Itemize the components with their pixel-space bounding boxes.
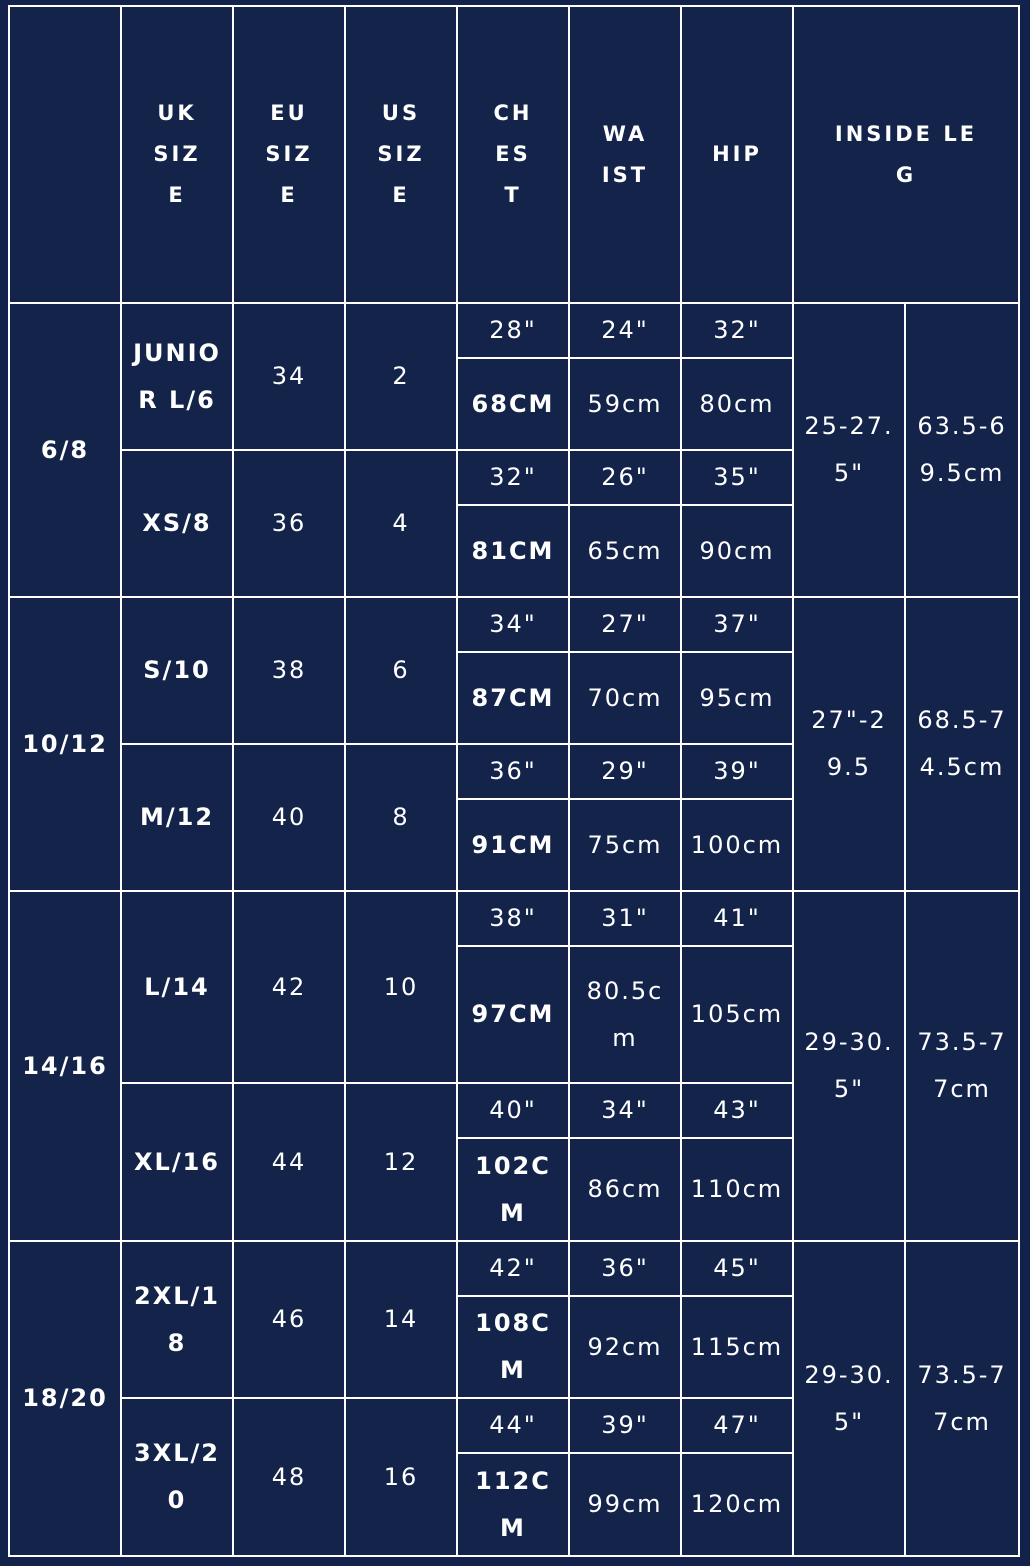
group-size: 14/16 [9, 891, 121, 1241]
uk-size-cell: JUNIOR L/6 [121, 303, 233, 450]
uk-size-cell: XS/8 [121, 450, 233, 597]
table-row [9, 1241, 1019, 1296]
waist-inches-cell: 39" [569, 1398, 681, 1453]
hip-cm-cell: 90cm [681, 505, 793, 597]
uk-size-cell: XL/16 [121, 1083, 233, 1241]
inside-leg-cm-cell: 63.5-69.5cm [905, 303, 1019, 597]
header-row [9, 6, 1019, 303]
chest-cm-cell: 87CM [457, 652, 569, 744]
waist-cm-cell: 99cm [569, 1453, 681, 1556]
inside-leg-cm-cell: 73.5-77cm [905, 891, 1019, 1241]
us-size-cell: 12 [345, 1083, 457, 1241]
chest-inches-cell: 40" [457, 1083, 569, 1138]
header-uk-size: UKSIZE [121, 6, 233, 303]
header-blank [9, 6, 121, 303]
waist-inches-cell: 27" [569, 597, 681, 652]
hip-inches-cell: 43" [681, 1083, 793, 1138]
chest-inches-cell: 28" [457, 303, 569, 358]
hip-cm-cell: 120cm [681, 1453, 793, 1556]
hip-cm-cell: 105cm [681, 946, 793, 1083]
waist-cm-cell: 80.5cm [569, 946, 681, 1083]
us-size-cell: 10 [345, 891, 457, 1083]
waist-inches-cell: 24" [569, 303, 681, 358]
uk-size-cell: L/14 [121, 891, 233, 1083]
header-hip: HIP [681, 6, 793, 303]
group-size: 18/20 [9, 1241, 121, 1556]
inside-leg-inches-cell: 27"-29.5 [793, 597, 905, 891]
chest-inches-cell: 36" [457, 744, 569, 799]
chest-inches-cell: 44" [457, 1398, 569, 1453]
eu-size-cell: 40 [233, 744, 345, 891]
eu-size-cell: 36 [233, 450, 345, 597]
chest-cm-cell: 97CM [457, 946, 569, 1083]
eu-size-cell: 44 [233, 1083, 345, 1241]
hip-inches-cell: 35" [681, 450, 793, 505]
hip-inches-cell: 37" [681, 597, 793, 652]
waist-cm-cell: 86cm [569, 1138, 681, 1241]
hip-cm-cell: 115cm [681, 1296, 793, 1398]
header-waist: WAIST [569, 6, 681, 303]
eu-size-cell: 34 [233, 303, 345, 450]
hip-inches-cell: 41" [681, 891, 793, 946]
hip-cm-cell: 80cm [681, 358, 793, 450]
waist-inches-cell: 31" [569, 891, 681, 946]
group-size: 6/8 [9, 303, 121, 597]
waist-cm-cell: 59cm [569, 358, 681, 450]
chest-inches-cell: 38" [457, 891, 569, 946]
eu-size-cell: 46 [233, 1241, 345, 1398]
header-chest: CHEST [457, 6, 569, 303]
chest-cm-cell: 68CM [457, 358, 569, 450]
inside-leg-inches-cell: 29-30.5" [793, 891, 905, 1241]
header-eu-size: EUSIZE [233, 6, 345, 303]
group-size: 10/12 [9, 597, 121, 891]
waist-cm-cell: 75cm [569, 799, 681, 891]
hip-inches-cell: 32" [681, 303, 793, 358]
waist-inches-cell: 34" [569, 1083, 681, 1138]
waist-inches-cell: 36" [569, 1241, 681, 1296]
chest-cm-cell: 108CM [457, 1296, 569, 1398]
us-size-cell: 4 [345, 450, 457, 597]
uk-size-cell: M/12 [121, 744, 233, 891]
hip-inches-cell: 45" [681, 1241, 793, 1296]
inside-leg-inches-cell: 25-27.5" [793, 303, 905, 597]
header-inside-leg: INSIDE LEG [793, 6, 1019, 303]
waist-inches-cell: 26" [569, 450, 681, 505]
us-size-cell: 6 [345, 597, 457, 744]
waist-inches-cell: 29" [569, 744, 681, 799]
chest-inches-cell: 32" [457, 450, 569, 505]
chest-cm-cell: 81CM [457, 505, 569, 597]
hip-cm-cell: 110cm [681, 1138, 793, 1241]
chest-cm-cell: 102CM [457, 1138, 569, 1241]
chest-inches-cell: 42" [457, 1241, 569, 1296]
eu-size-cell: 38 [233, 597, 345, 744]
us-size-cell: 2 [345, 303, 457, 450]
hip-inches-cell: 39" [681, 744, 793, 799]
eu-size-cell: 42 [233, 891, 345, 1083]
uk-size-cell: S/10 [121, 597, 233, 744]
waist-cm-cell: 92cm [569, 1296, 681, 1398]
header-us-size: USSIZE [345, 6, 457, 303]
waist-cm-cell: 70cm [569, 652, 681, 744]
uk-size-cell: 3XL/20 [121, 1398, 233, 1556]
hip-cm-cell: 95cm [681, 652, 793, 744]
inside-leg-cm-cell: 68.5-74.5cm [905, 597, 1019, 891]
chest-cm-cell: 91CM [457, 799, 569, 891]
eu-size-cell: 48 [233, 1398, 345, 1556]
hip-cm-cell: 100cm [681, 799, 793, 891]
size-chart [8, 5, 1020, 1557]
us-size-cell: 8 [345, 744, 457, 891]
us-size-cell: 16 [345, 1398, 457, 1556]
chest-cm-cell: 112CM [457, 1453, 569, 1556]
table-row [9, 303, 1019, 358]
uk-size-cell: 2XL/18 [121, 1241, 233, 1398]
inside-leg-inches-cell: 29-30.5" [793, 1241, 905, 1556]
size-table [8, 5, 1020, 1557]
table-row [9, 891, 1019, 946]
chest-inches-cell: 34" [457, 597, 569, 652]
hip-inches-cell: 47" [681, 1398, 793, 1453]
table-row [9, 597, 1019, 652]
waist-cm-cell: 65cm [569, 505, 681, 597]
inside-leg-cm-cell: 73.5-77cm [905, 1241, 1019, 1556]
us-size-cell: 14 [345, 1241, 457, 1398]
